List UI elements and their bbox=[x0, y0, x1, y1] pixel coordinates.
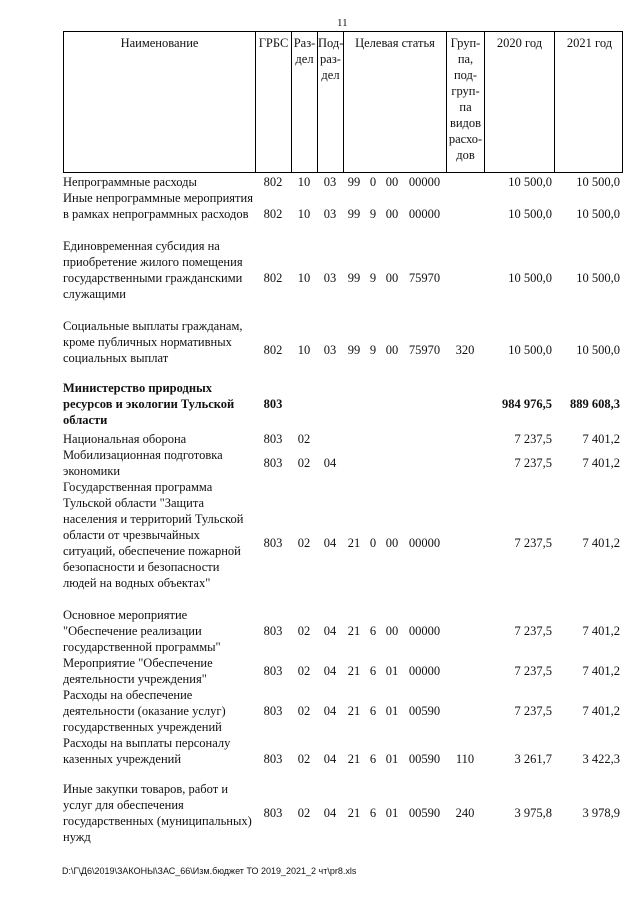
cell-a2021: 7 401,2 bbox=[582, 432, 620, 446]
cell-a2021: 10 500,0 bbox=[576, 343, 620, 357]
cell-a2021: 3 978,9 bbox=[582, 806, 620, 820]
cell-grbs: 803 bbox=[263, 432, 283, 446]
cell-t1: 21 bbox=[347, 664, 361, 678]
cell-grbs: 803 bbox=[263, 624, 283, 638]
row-name: Мобилизационная подготовка экономики bbox=[63, 448, 223, 478]
cell-pr: 03 bbox=[323, 343, 337, 357]
cell-t3: 00 bbox=[385, 343, 399, 357]
cell-pr: 04 bbox=[323, 456, 337, 470]
cell-a2021: 3 422,3 bbox=[582, 752, 620, 766]
file-path-footer: D:\Г\Д6\2019\ЗАКОНЫ\ЗАС_66\Изм.бюджет ТО 2019_2021_2 чт\pr8.xls bbox=[62, 866, 357, 876]
cell-t3: 00 bbox=[385, 175, 399, 189]
cell-t3: 01 bbox=[385, 664, 399, 678]
cell-rz: 10 bbox=[297, 175, 311, 189]
cell-a2020: 7 237,5 bbox=[514, 664, 552, 678]
cell-t1: 99 bbox=[347, 271, 361, 285]
cell-rz: 02 bbox=[297, 432, 311, 446]
cell-a2021: 10 500,0 bbox=[576, 175, 620, 189]
cell-t1: 99 bbox=[347, 343, 361, 357]
cell-pr: 04 bbox=[323, 664, 337, 678]
cell-rz: 02 bbox=[297, 664, 311, 678]
cell-a2020: 10 500,0 bbox=[508, 175, 552, 189]
row-name: Расходы на выплаты персоналу казенных учреждений bbox=[63, 736, 231, 766]
cell-rz: 10 bbox=[297, 271, 311, 285]
header-grbs: ГРБС bbox=[256, 32, 292, 172]
header-podrazdel: Под- раз- дел bbox=[318, 32, 344, 172]
header-target: Целевая статья bbox=[344, 32, 447, 172]
cell-t2: 6 bbox=[369, 704, 377, 718]
cell-t4: 00590 bbox=[408, 704, 441, 718]
cell-vr: 240 bbox=[455, 806, 475, 820]
cell-t4: 75970 bbox=[408, 271, 441, 285]
cell-rz: 02 bbox=[297, 624, 311, 638]
cell-a2020: 3 975,8 bbox=[514, 806, 552, 820]
cell-grbs: 802 bbox=[263, 343, 283, 357]
cell-grbs: 803 bbox=[263, 704, 283, 718]
cell-a2020: 7 237,5 bbox=[514, 624, 552, 638]
header-razdel: Раз- дел bbox=[292, 32, 318, 172]
cell-t1: 99 bbox=[347, 207, 361, 221]
row-name: Национальная оборона bbox=[63, 432, 187, 446]
row-name: Основное мероприятие "Обеспечение реализации государственной программы" bbox=[63, 608, 221, 654]
cell-grbs: 803 bbox=[263, 806, 283, 820]
cell-t3: 01 bbox=[385, 704, 399, 718]
row-name: Непрограммные расходы bbox=[63, 175, 197, 189]
cell-t2: 9 bbox=[369, 207, 377, 221]
header-group: Груп- па, под- груп- па видов расхо- дов bbox=[447, 32, 485, 172]
cell-rz: 02 bbox=[297, 752, 311, 766]
cell-t3: 00 bbox=[385, 271, 399, 285]
cell-vr: 110 bbox=[455, 752, 475, 766]
cell-a2020: 7 237,5 bbox=[514, 704, 552, 718]
cell-t3: 00 bbox=[385, 536, 399, 550]
cell-t2: 6 bbox=[369, 752, 377, 766]
row-name: Иные непрограммные мероприятия в рамках непрограммных расходов bbox=[63, 191, 253, 221]
cell-grbs: 803 bbox=[263, 752, 283, 766]
cell-t4: 00590 bbox=[408, 752, 441, 766]
cell-t1: 21 bbox=[347, 806, 361, 820]
cell-a2020: 10 500,0 bbox=[508, 343, 552, 357]
cell-t4: 00000 bbox=[408, 536, 441, 550]
cell-t1: 99 bbox=[347, 175, 361, 189]
cell-a2021: 7 401,2 bbox=[582, 456, 620, 470]
cell-pr: 04 bbox=[323, 624, 337, 638]
cell-t4: 00590 bbox=[408, 806, 441, 820]
cell-rz: 10 bbox=[297, 343, 311, 357]
cell-t2: 0 bbox=[369, 536, 377, 550]
cell-rz: 02 bbox=[297, 704, 311, 718]
cell-a2020: 3 261,7 bbox=[514, 752, 552, 766]
cell-t4: 00000 bbox=[408, 664, 441, 678]
cell-pr: 03 bbox=[323, 271, 337, 285]
cell-grbs: 803 bbox=[263, 536, 283, 550]
cell-grbs: 802 bbox=[263, 271, 283, 285]
cell-grbs: 803 bbox=[263, 664, 283, 678]
cell-t4: 00000 bbox=[408, 207, 441, 221]
cell-rz: 02 bbox=[297, 536, 311, 550]
cell-t3: 01 bbox=[385, 806, 399, 820]
cell-pr: 04 bbox=[323, 752, 337, 766]
cell-t3: 00 bbox=[385, 207, 399, 221]
cell-grbs: 802 bbox=[263, 175, 283, 189]
cell-t1: 21 bbox=[347, 536, 361, 550]
cell-a2021: 7 401,2 bbox=[582, 704, 620, 718]
cell-grbs: 803 bbox=[263, 397, 283, 411]
budget-table bbox=[63, 31, 623, 844]
header-2020: 2020 год bbox=[485, 32, 555, 172]
cell-pr: 03 bbox=[323, 175, 337, 189]
cell-t4: 00000 bbox=[408, 624, 441, 638]
cell-t1: 21 bbox=[347, 704, 361, 718]
cell-a2020: 7 237,5 bbox=[514, 432, 552, 446]
cell-t4: 75970 bbox=[408, 343, 441, 357]
cell-pr: 04 bbox=[323, 806, 337, 820]
page-number: 11 bbox=[337, 17, 348, 29]
table-header bbox=[63, 31, 623, 173]
cell-a2021: 7 401,2 bbox=[582, 536, 620, 550]
cell-rz: 02 bbox=[297, 806, 311, 820]
cell-a2021: 889 608,3 bbox=[570, 397, 620, 411]
cell-rz: 02 bbox=[297, 456, 311, 470]
row-name: Единовременная субсидия на приобретение жилого помещения государственными гражданскими служащими bbox=[63, 239, 243, 301]
cell-pr: 04 bbox=[323, 536, 337, 550]
row-name: Расходы на обеспечение деятельности (оказание услуг) государственных учреждений bbox=[63, 688, 226, 734]
cell-a2021: 10 500,0 bbox=[576, 271, 620, 285]
cell-a2020: 10 500,0 bbox=[508, 207, 552, 221]
cell-a2021: 10 500,0 bbox=[576, 207, 620, 221]
cell-t2: 0 bbox=[369, 175, 377, 189]
cell-a2020: 7 237,5 bbox=[514, 536, 552, 550]
cell-t3: 00 bbox=[385, 624, 399, 638]
cell-t1: 21 bbox=[347, 752, 361, 766]
cell-a2020: 10 500,0 bbox=[508, 271, 552, 285]
cell-a2021: 7 401,2 bbox=[582, 664, 620, 678]
row-name: Социальные выплаты гражданам, кроме публичных нормативных социальных выплат bbox=[63, 319, 243, 365]
cell-vr: 320 bbox=[455, 343, 475, 357]
cell-t1: 21 bbox=[347, 624, 361, 638]
cell-t2: 6 bbox=[369, 806, 377, 820]
row-name: Иные закупки товаров, работ и услуг для обеспечения государственных (муниципальных) нужд bbox=[63, 782, 252, 844]
cell-pr: 03 bbox=[323, 207, 337, 221]
cell-t4: 00000 bbox=[408, 175, 441, 189]
cell-grbs: 803 bbox=[263, 456, 283, 470]
cell-t2: 9 bbox=[369, 271, 377, 285]
cell-t2: 6 bbox=[369, 664, 377, 678]
cell-rz: 10 bbox=[297, 207, 311, 221]
cell-grbs: 802 bbox=[263, 207, 283, 221]
row-name: Государственная программа Тульской области "Защита населения и территорий Тульской области от чрезвычайных ситуаций, обеспечение пожарной безопасности и безопасности людей на водных объектах" bbox=[63, 480, 244, 590]
cell-t3: 01 bbox=[385, 752, 399, 766]
cell-t2: 6 bbox=[369, 624, 377, 638]
cell-pr: 04 bbox=[323, 704, 337, 718]
row-name: Министерство природных ресурсов и экологии Тульской области bbox=[63, 381, 235, 427]
cell-a2021: 7 401,2 bbox=[582, 624, 620, 638]
cell-a2020: 7 237,5 bbox=[514, 456, 552, 470]
row-name: Мероприятие "Обеспечение деятельности учреждения" bbox=[63, 656, 213, 686]
cell-a2020: 984 976,5 bbox=[502, 397, 552, 411]
header-name: Наименование bbox=[64, 32, 256, 172]
cell-t2: 9 bbox=[369, 343, 377, 357]
header-2021: 2021 год bbox=[566, 36, 613, 50]
